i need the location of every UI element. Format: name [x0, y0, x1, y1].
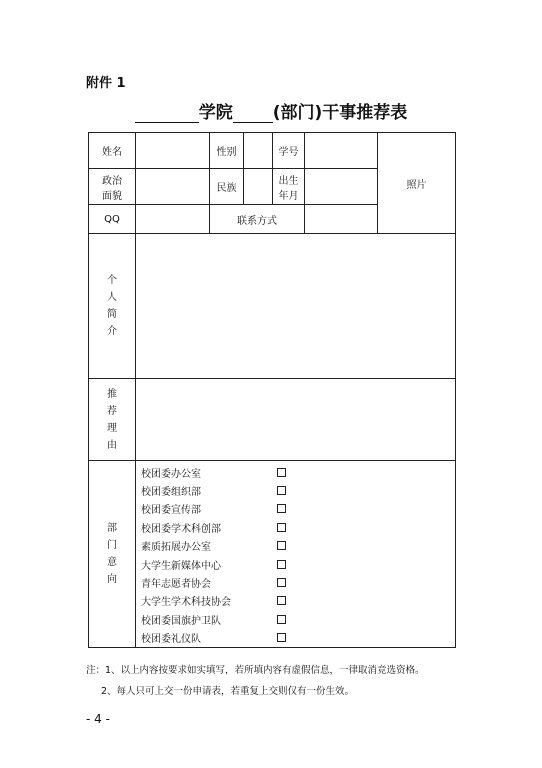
dept-option-label: 青年志愿者协会	[141, 579, 211, 591]
reason-field[interactable]	[136, 379, 456, 461]
photo-cell[interactable]	[378, 133, 456, 234]
reason-label	[89, 379, 136, 461]
intro-label-char: 介	[107, 326, 117, 337]
dept-option-label: 校团委组织部	[141, 487, 201, 499]
dept-checkbox[interactable]	[277, 578, 286, 587]
dept-checkbox[interactable]	[277, 468, 286, 477]
reason-label-char: 荐	[107, 405, 117, 417]
dept-option	[141, 481, 455, 499]
dept-label-char: 部	[107, 523, 117, 534]
note-line-2: 2、每人只可上交一份申请表，若重复上交则仅有一份生效。	[101, 686, 355, 697]
dept-option-label: 校团委办公室	[141, 468, 201, 480]
contact-field[interactable]	[305, 205, 378, 234]
title-part1: 学院	[198, 103, 233, 123]
dept-option-label: 校团委礼仪队	[141, 634, 201, 646]
political-label	[89, 169, 136, 205]
dept-option	[141, 629, 455, 647]
dept-option	[141, 500, 455, 518]
dept-options	[136, 461, 456, 648]
dept-checkbox[interactable]	[277, 633, 286, 642]
political-label-line1: 政治	[102, 175, 122, 187]
intro-label-char: 个	[107, 275, 117, 286]
gender-label: 性别	[210, 133, 244, 169]
dept-option	[141, 518, 455, 536]
political-label-line2: 面貌	[102, 190, 122, 202]
dept-option-label: 校团委学术科创部	[141, 523, 221, 535]
dept-label-char: 向	[107, 574, 117, 585]
dept-checkbox[interactable]	[277, 560, 286, 569]
qq-label: QQ	[89, 205, 136, 234]
dept-option-label: 校团委宣传部	[141, 505, 201, 517]
political-field[interactable]	[136, 169, 210, 205]
qq-field[interactable]	[136, 205, 210, 234]
dept-label-char: 门	[107, 540, 117, 551]
reason-label-char: 由	[107, 439, 117, 451]
dept-option	[141, 555, 455, 573]
intro-label-char: 简	[107, 309, 117, 320]
birth-field[interactable]	[305, 169, 378, 205]
department-blank	[233, 106, 273, 123]
page-title	[0, 98, 542, 123]
dept-option-label: 大学生学术科技协会	[141, 597, 231, 609]
reason-label-char: 理	[107, 422, 117, 434]
ethnicity-label: 民族	[210, 169, 244, 205]
intro-field[interactable]	[136, 234, 456, 379]
dept-option-label: 大学生新媒体中心	[141, 560, 221, 572]
dept-checkbox[interactable]	[277, 615, 286, 624]
dept-label	[89, 461, 136, 648]
dept-checkbox[interactable]	[277, 596, 286, 605]
dept-checkbox[interactable]	[277, 541, 286, 550]
birth-label	[273, 169, 305, 205]
name-field[interactable]	[136, 133, 210, 169]
dept-checkbox[interactable]	[277, 523, 286, 532]
dept-option	[141, 610, 455, 628]
dept-option-label: 校团委国旗护卫队	[141, 615, 221, 627]
intro-label-char: 人	[107, 292, 117, 303]
page-number: - 4 -	[86, 712, 110, 726]
dept-option-label: 素质拓展办公室	[141, 542, 211, 554]
dept-label-char: 意	[107, 557, 117, 568]
recommendation-form	[88, 132, 456, 648]
college-blank	[135, 106, 199, 123]
name-label: 姓名	[89, 133, 136, 169]
title-part2: (部门)干事推荐表	[272, 103, 408, 123]
birth-label-line2: 年月	[278, 190, 299, 202]
intro-label	[89, 234, 136, 379]
photo-label: 照片	[406, 179, 427, 191]
dept-option	[141, 537, 455, 555]
note-line-1: 注：1、以上内容按要求如实填写，若所填内容有虚假信息，一律取消竞选资格。	[86, 665, 425, 676]
reason-label-char: 推	[107, 388, 117, 400]
gender-field[interactable]	[244, 133, 273, 169]
dept-option	[141, 463, 455, 481]
notes	[86, 660, 425, 702]
birth-label-line1: 出生	[278, 175, 299, 187]
ethnicity-field[interactable]	[244, 169, 273, 205]
contact-label: 联系方式	[210, 205, 305, 234]
attachment-label: 附件 1	[86, 76, 126, 91]
student-id-field[interactable]	[305, 133, 378, 169]
dept-checkbox[interactable]	[277, 504, 286, 513]
dept-option	[141, 592, 455, 610]
dept-option	[141, 573, 455, 591]
dept-checkbox[interactable]	[277, 486, 286, 495]
student-id-label: 学号	[273, 133, 305, 169]
